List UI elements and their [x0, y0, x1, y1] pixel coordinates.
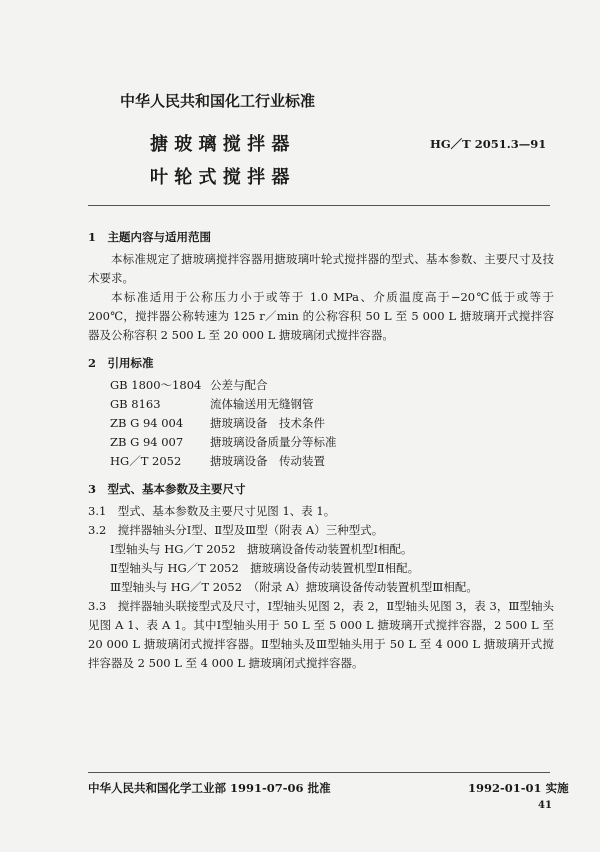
clause-3-2: 3.2 搅拌器轴头分Ⅰ型、Ⅱ型及Ⅲ型（附表 A）三种型式。: [88, 523, 384, 537]
page-number: 41: [538, 800, 552, 811]
reference-code: GB 8163: [110, 397, 161, 411]
approval-line: 中华人民共和国化学工业部 1991-07-06 批准: [88, 781, 331, 795]
section-3-heading: 3 型式、基本参数及主要尺寸: [88, 482, 246, 496]
document-body: [88, 228, 554, 673]
standard-code: HG／T 2051.3—91: [430, 137, 547, 151]
section-2-heading: 2 引用标准: [88, 356, 154, 370]
section-1-para-1: 本标准规定了搪玻璃搅拌容器用搪玻璃叶轮式搅拌器的型式、基本参数、主要尺寸及技术要求。: [88, 252, 554, 285]
clause-3-2-type-3: Ⅲ型轴头与 HG／T 2052 （附录 A）搪玻璃设备传动装置机型Ⅲ相配。: [110, 580, 478, 594]
reference-item: [110, 395, 554, 414]
header-rule: [88, 205, 550, 206]
reference-item: [110, 452, 554, 471]
reference-code: ZB G 94 004: [110, 416, 184, 430]
effective-date: 1992-01-01 实施: [468, 781, 569, 795]
reference-code: ZB G 94 007: [110, 435, 184, 449]
reference-item: [110, 433, 554, 452]
title-line-2: 叶 轮 式 搅 拌 器: [150, 167, 290, 188]
issuing-org: 中华人民共和国化工行业标准: [120, 92, 316, 110]
reference-code: GB 1800～1804: [110, 378, 202, 392]
section-1-heading: 1 主题内容与适用范围: [88, 230, 212, 244]
clause-3-2-type-1: Ⅰ型轴头与 HG／T 2052 搪玻璃设备传动装置机型Ⅰ相配。: [110, 542, 413, 556]
clause-3-1: 3.1 型式、基本参数及主要尺寸见图 1、表 1。: [88, 504, 336, 518]
clause-3-3: 3.3 搅拌器轴头联接型式及尺寸，Ⅰ型轴头见图 2，表 2，Ⅱ型轴头见图 3，表 3，Ⅲ型轴头见图 A 1、表 A 1。其中Ⅰ型轴头用于 50 L 至 5 000 L 搪玻璃开式搅拌容器，2 500 L 至 20 000 L 搪玻璃闭式搅拌容器。Ⅱ型轴头及Ⅲ型轴头用于 50 L 至 4 000 L 搪玻璃开式搅拌容器及 2 500 L 至 4 000 L 搪玻璃闭式搅拌容器。: [88, 599, 554, 670]
reference-title: 搪玻璃设备质量分等标准: [210, 435, 337, 449]
reference-list: [88, 376, 554, 471]
reference-code: HG／T 2052: [110, 454, 182, 468]
reference-item: [110, 376, 554, 395]
reference-item: [110, 414, 554, 433]
reference-title: 搪玻璃设备 传动装置: [210, 454, 325, 468]
footer-rule: [88, 772, 550, 773]
reference-title: 公差与配合: [210, 378, 268, 392]
reference-title: 搪玻璃设备 技术条件: [210, 416, 325, 430]
title-line-1: 搪 玻 璃 搅 拌 器: [150, 134, 290, 155]
reference-title: 流体输送用无缝钢管: [210, 397, 314, 411]
clause-3-2-type-2: Ⅱ型轴头与 HG／T 2052 搪玻璃设备传动装置机型Ⅱ相配。: [110, 561, 420, 575]
section-1-para-2: 本标准适用于公称压力小于或等于 1.0 MPa、介质温度高于−20℃低于或等于 200℃，搅拌器公称转速为 125 r／min 的公称容积 50 L 至 5 000 L 搪玻璃开式搅拌容器及公称容积 2 500 L 至 20 000 L 搪玻璃闭式搅拌容器。: [88, 290, 554, 342]
